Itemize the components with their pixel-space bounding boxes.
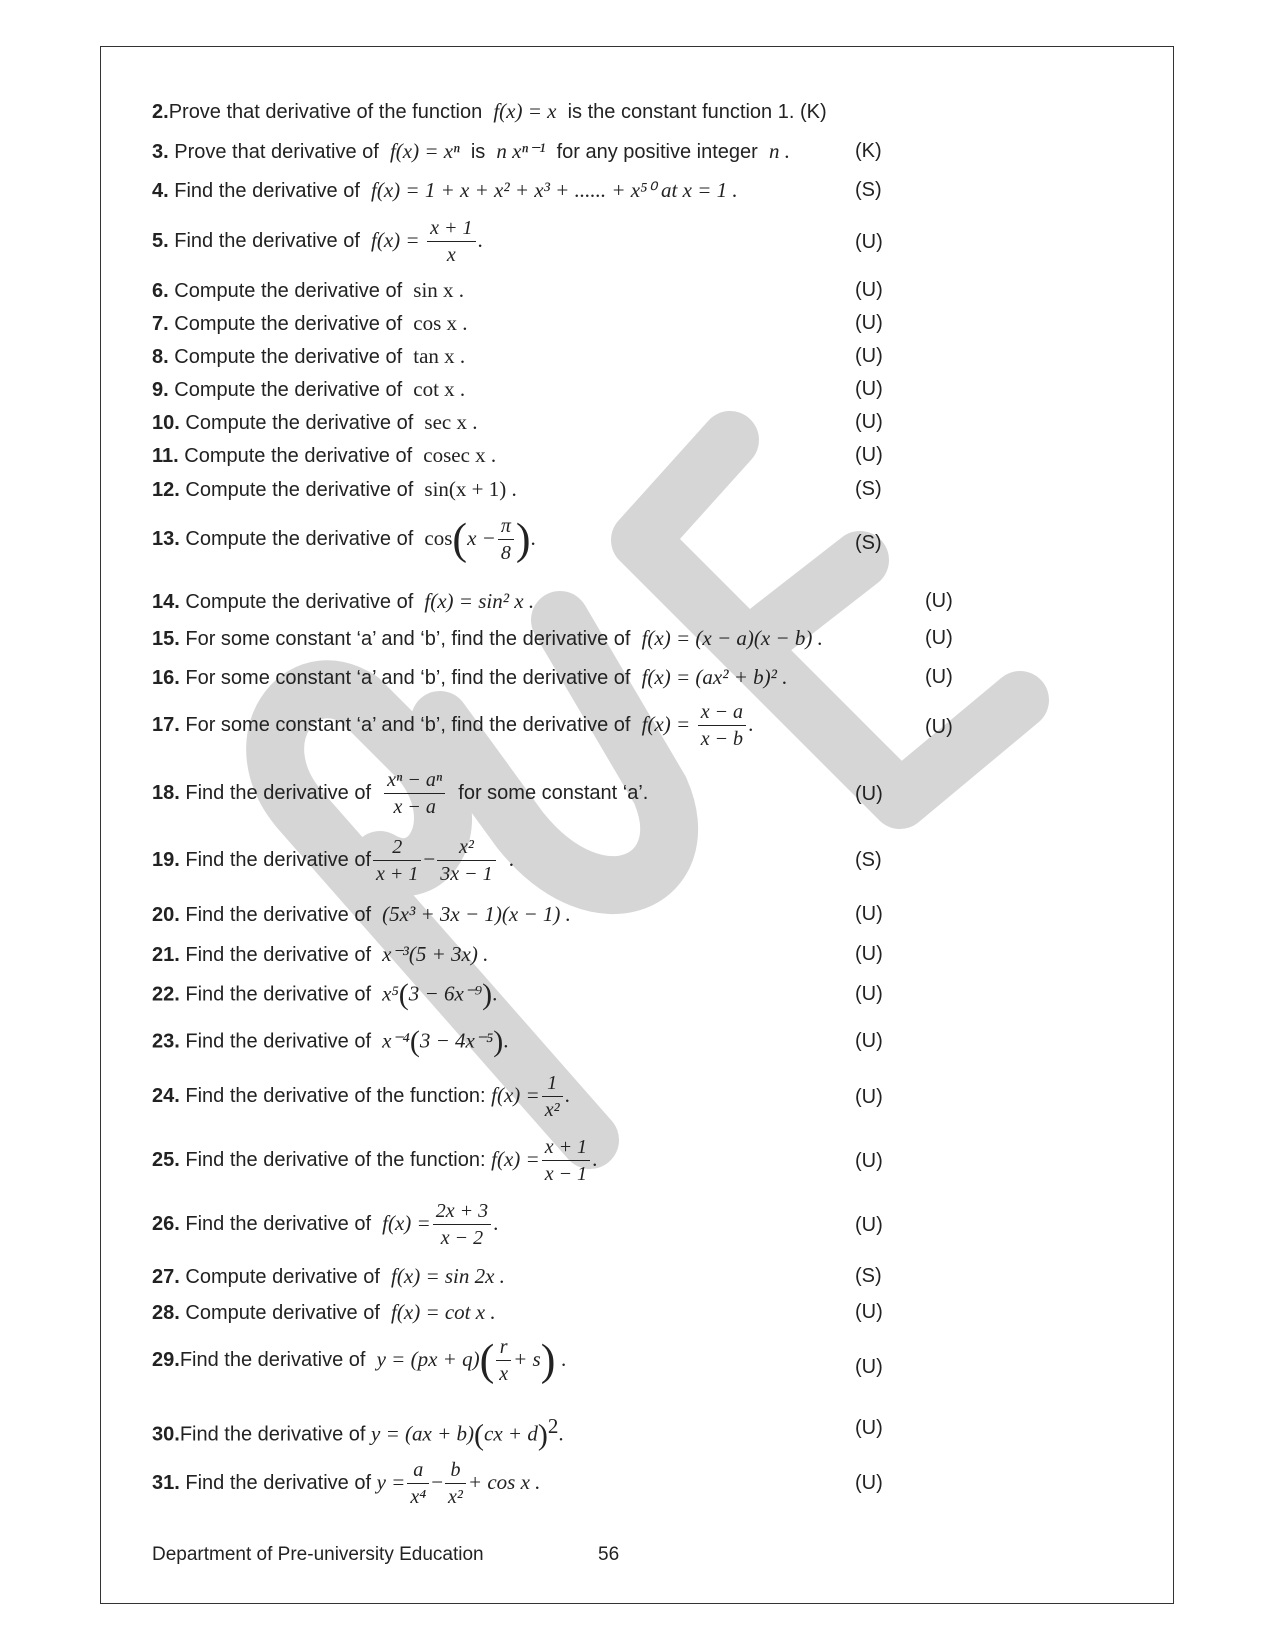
question-number: 28. [152,1302,180,1324]
question-17: 17. For some constant ‘a’ and ‘b’, find the derivative of f(x) = $\frac{x - a}{x - b}$ . [152,701,754,750]
question-number: 10. [152,412,180,434]
question-number: 18. [152,781,180,804]
question-28 [152,1300,496,1325]
question-text: Compute the derivative of [174,313,403,335]
denominator: x [499,1363,509,1385]
question-13: 13. Compute the derivative of cos(x − $\frac{\pi}{8}$ ). [152,514,536,564]
math-expression: f(x) = [491,1146,540,1171]
question-text: Compute the derivative of [185,412,414,434]
math-expression: + s [513,1346,541,1371]
fraction [542,1071,563,1122]
difficulty-tag: (U) [925,666,953,688]
question-20 [152,902,571,927]
question-text: Find the derivative of the function: [185,1148,486,1171]
question-text: Find the derivative of [185,904,372,926]
question-10 [152,410,477,435]
question-31: 31. Find the derivative of y = $\frac{a}{\text{x⁴}}$ − $\frac{b}{\text{x²}}$ + cos x . [152,1459,541,1508]
question-text-after: is the constant function 1. (K) [567,101,827,123]
math-expression: n . [768,139,790,163]
denominator: x + 1 [376,863,419,885]
math-expression: x⁻³(5 + 3x) . [382,942,489,966]
difficulty-tag: (U) [855,903,883,925]
math-expression: n xⁿ⁻¹ [496,139,546,163]
difficulty-tag: (U) [855,444,883,466]
math-expression: y = (ax + b) [371,1421,475,1446]
numerator: b [445,1458,466,1484]
math-expression: y = [376,1469,406,1494]
question-12 [152,477,517,502]
question-18 [152,768,648,819]
question-text: For some constant ‘a’ and ‘b’, find the derivative of [185,628,631,650]
question-text: Find the derivative of [185,848,372,871]
difficulty-tag: (U) [855,411,883,433]
fraction [433,1199,491,1250]
question-number: 15. [152,628,180,650]
question-number: 30. [152,1423,180,1446]
math-expression: y = (px + q) [376,1346,480,1371]
question-19: 19. Find the derivative of $\frac{2}{x + 1}$ − $\frac{\text{x²}}{3x - 1}$ . [152,836,514,885]
question-24: 24. Find the derivative of the function: f(x) = $\frac{1}{\text{x²}}$ . [152,1072,570,1121]
math-expression: f(x) = sin 2x . [391,1264,505,1288]
fraction [542,1135,590,1186]
fraction [698,700,746,751]
question-number: 4. [152,180,169,202]
math-expression: f(x) = [491,1082,540,1107]
math-expression: f(x) = (ax² + b)² . [641,665,788,689]
page-number: 56 [598,1544,620,1565]
fraction [373,835,421,886]
question-29: 29.Find the derivative of y = (px + q)( $\frac{r}{x}$ + s) . [152,1335,567,1385]
math-expression: + cos x . [467,1469,541,1494]
difficulty-tag: (U) [855,1301,883,1323]
numerator: a [407,1458,429,1484]
fraction [427,216,475,267]
question-25: 25. Find the derivative of the function: f(x) = $\frac{x + 1}{x - 1}$ . [152,1136,598,1185]
question-number: 8. [152,346,169,368]
math-expression: cos [424,525,453,550]
question-text: For some constant ‘a’ and ‘b’, find the derivative of [185,667,631,689]
difficulty-tag: (S) [855,179,882,201]
question-number: 31. [152,1471,180,1494]
denominator: x² [448,1486,463,1508]
question-number: 29. [152,1348,180,1371]
question-text-mid: is [470,141,486,163]
question-number: 20. [152,904,180,926]
numerator: π [498,514,514,540]
math-expression: cosec x . [423,443,497,467]
difficulty-tag: (K) [855,140,882,162]
difficulty-tag: (U) [855,1086,883,1108]
question-text: Find the derivative of [179,1423,366,1446]
question-5: 5. Find the derivative of f(x) = $\frac{x + 1}{x}$ . [152,217,483,266]
math-expression: f(x) = 1 + x + x² + x³ + ...... + x⁵⁰ at x = 1 . [371,178,738,202]
numerator: x + 1 [542,1135,590,1161]
numerator: xⁿ − aⁿ [384,768,445,794]
question-26: 26. Find the derivative of f(x) = $\frac{2x + 3}{x - 2}$ . [152,1200,499,1249]
fraction [437,835,495,886]
question-number: 9. [152,379,169,401]
numerator: 2 [373,835,421,861]
difficulty-tag: (S) [855,478,882,500]
question-3 [152,139,790,164]
question-text: Compute the derivative of [185,479,414,501]
math-expression: x⁵ [382,981,399,1006]
question-text: Compute derivative of [185,1266,380,1288]
math-expression: f(x) = [382,1210,431,1235]
question-text: Compute derivative of [185,1302,380,1324]
math-expression: 3 − 6x⁻⁹ [408,981,483,1006]
difficulty-tag: (U) [855,983,883,1005]
difficulty-tag: (U) [925,590,953,612]
math-expression: tan x . [413,344,466,368]
question-number: 14. [152,591,180,613]
math-expression: 3 − 4x⁻⁵ [419,1028,494,1053]
question-number: 23. [152,1030,180,1053]
math-expression: x − [467,525,496,550]
difficulty-tag: (U) [855,1472,883,1494]
question-8 [152,344,465,369]
difficulty-tag: (U) [855,345,883,367]
denominator: x − 1 [544,1163,588,1185]
difficulty-tag: (U) [855,1030,883,1052]
question-number: 7. [152,313,169,335]
question-27 [152,1264,505,1289]
numerator: r [496,1335,511,1361]
difficulty-tag: (U) [855,1150,883,1172]
question-number: 16. [152,667,180,689]
difficulty-tag: (U) [855,1417,883,1439]
question-22: 22. Find the derivative of x⁵(3 − 6x⁻⁹). [152,978,498,1011]
difficulty-tag: (S) [855,1265,882,1287]
denominator: x − a [393,796,436,818]
question-number: 21. [152,944,180,966]
fraction [407,1458,429,1509]
question-text: Find the derivative of [185,983,372,1006]
math-expression: sin(x + 1) . [424,477,517,501]
question-2 [152,99,827,124]
difficulty-tag: (U) [925,627,953,649]
math-expression: f(x) = cot x . [391,1300,496,1324]
question-text: Prove that derivative of [174,141,379,163]
question-text: Compute the derivative of [184,445,413,467]
difficulty-tag: (U) [855,312,883,334]
denominator: x [446,244,456,266]
question-number: 17. [152,713,180,736]
math-expression: f(x) = sin² x . [424,589,535,613]
footer-department: Department of Pre-university Education [152,1544,484,1565]
question-text: Find the derivative of [174,180,360,202]
question-text: Find the derivative of [185,1471,372,1494]
math-expression: f(x) = [371,227,420,252]
numerator: x − a [698,700,746,726]
question-text: Compute the derivative of [185,591,414,613]
math-expression: f(x) = (x − a)(x − b) . [641,626,823,650]
question-number: 27. [152,1266,180,1288]
question-text: Prove that derivative of the function [168,101,483,123]
question-16 [152,665,787,690]
difficulty-tag: (U) [925,716,953,738]
difficulty-tag: (S) [855,532,882,554]
question-14 [152,589,534,614]
question-number: 25. [152,1148,180,1171]
question-text: Compute the derivative of [185,527,414,550]
question-11 [152,443,496,468]
question-text: Compute the derivative of [174,379,403,401]
denominator: x⁴ [410,1486,427,1508]
question-4 [152,178,738,203]
denominator: 3x − 1 [440,863,493,885]
question-text: Compute the derivative of [174,346,403,368]
denominator: x² [544,1099,560,1121]
question-text: Find the derivative of the function: [185,1084,486,1107]
question-number: 19. [152,848,180,871]
question-number: 26. [152,1212,180,1235]
question-number: 13. [152,527,180,550]
fraction [496,1335,511,1386]
math-expression: (5x³ + 3x − 1)(x − 1) . [382,902,571,926]
question-7 [152,311,468,336]
question-text: Find the derivative of [185,1030,372,1053]
question-number: 3. [152,141,169,163]
difficulty-tag: (U) [855,279,883,301]
question-text: Find the derivative of [174,229,360,252]
question-number: 6. [152,280,169,302]
numerator: x + 1 [427,216,475,242]
math-expression: f(x) = [641,711,691,736]
numerator: x² [437,835,495,861]
math-expression: cot x . [413,377,466,401]
question-number: 24. [152,1084,180,1107]
question-text-after: for some constant ‘a’. [458,781,649,804]
question-number: 12. [152,479,180,501]
question-23: 23. Find the derivative of x⁻⁴(3 − 4x⁻⁵). [152,1025,509,1058]
denominator: 8 [500,542,511,564]
question-number: 22. [152,983,180,1006]
question-30: 30.Find the derivative of y = (ax + b)(cx + d)$^2$. [152,1414,564,1452]
question-text: Find the derivative of [185,1212,372,1235]
fraction [445,1458,466,1509]
question-15 [152,626,823,651]
difficulty-tag: (U) [855,1214,883,1236]
difficulty-tag: (U) [855,783,883,805]
question-number: 11. [152,445,179,467]
question-text: Find the derivative of [185,944,372,966]
math-expression: f(x) = x [493,99,557,123]
math-expression: f(x) = xⁿ [389,139,460,163]
question-21 [152,942,488,967]
math-expression: sec x . [424,410,478,434]
question-number: 2. [152,101,169,123]
difficulty-tag: (U) [855,378,883,400]
fraction [384,768,445,819]
math-expression: sin x . [413,278,465,302]
denominator: x − 2 [440,1227,484,1249]
question-text: Find the derivative of [179,1348,366,1371]
difficulty-tag: (U) [855,1356,883,1378]
numerator: 1 [542,1071,563,1097]
math-expression: x⁻⁴ [382,1028,410,1053]
math-expression: cos x . [413,311,468,335]
question-number: 5. [152,229,169,252]
question-text: Find the derivative of [185,781,372,804]
question-9 [152,377,465,402]
question-6 [152,278,464,303]
question-text-after: for any positive integer [556,141,758,163]
numerator: 2x + 3 [433,1199,491,1225]
math-expression: cx + d [484,1421,538,1446]
difficulty-tag: (U) [855,943,883,965]
fraction [498,514,514,565]
question-text: Compute the derivative of [174,280,403,302]
difficulty-tag: (S) [855,849,882,871]
question-text: For some constant ‘a’ and ‘b’, find the derivative of [185,713,631,736]
difficulty-tag: (U) [855,231,883,253]
denominator: x − b [700,728,744,750]
